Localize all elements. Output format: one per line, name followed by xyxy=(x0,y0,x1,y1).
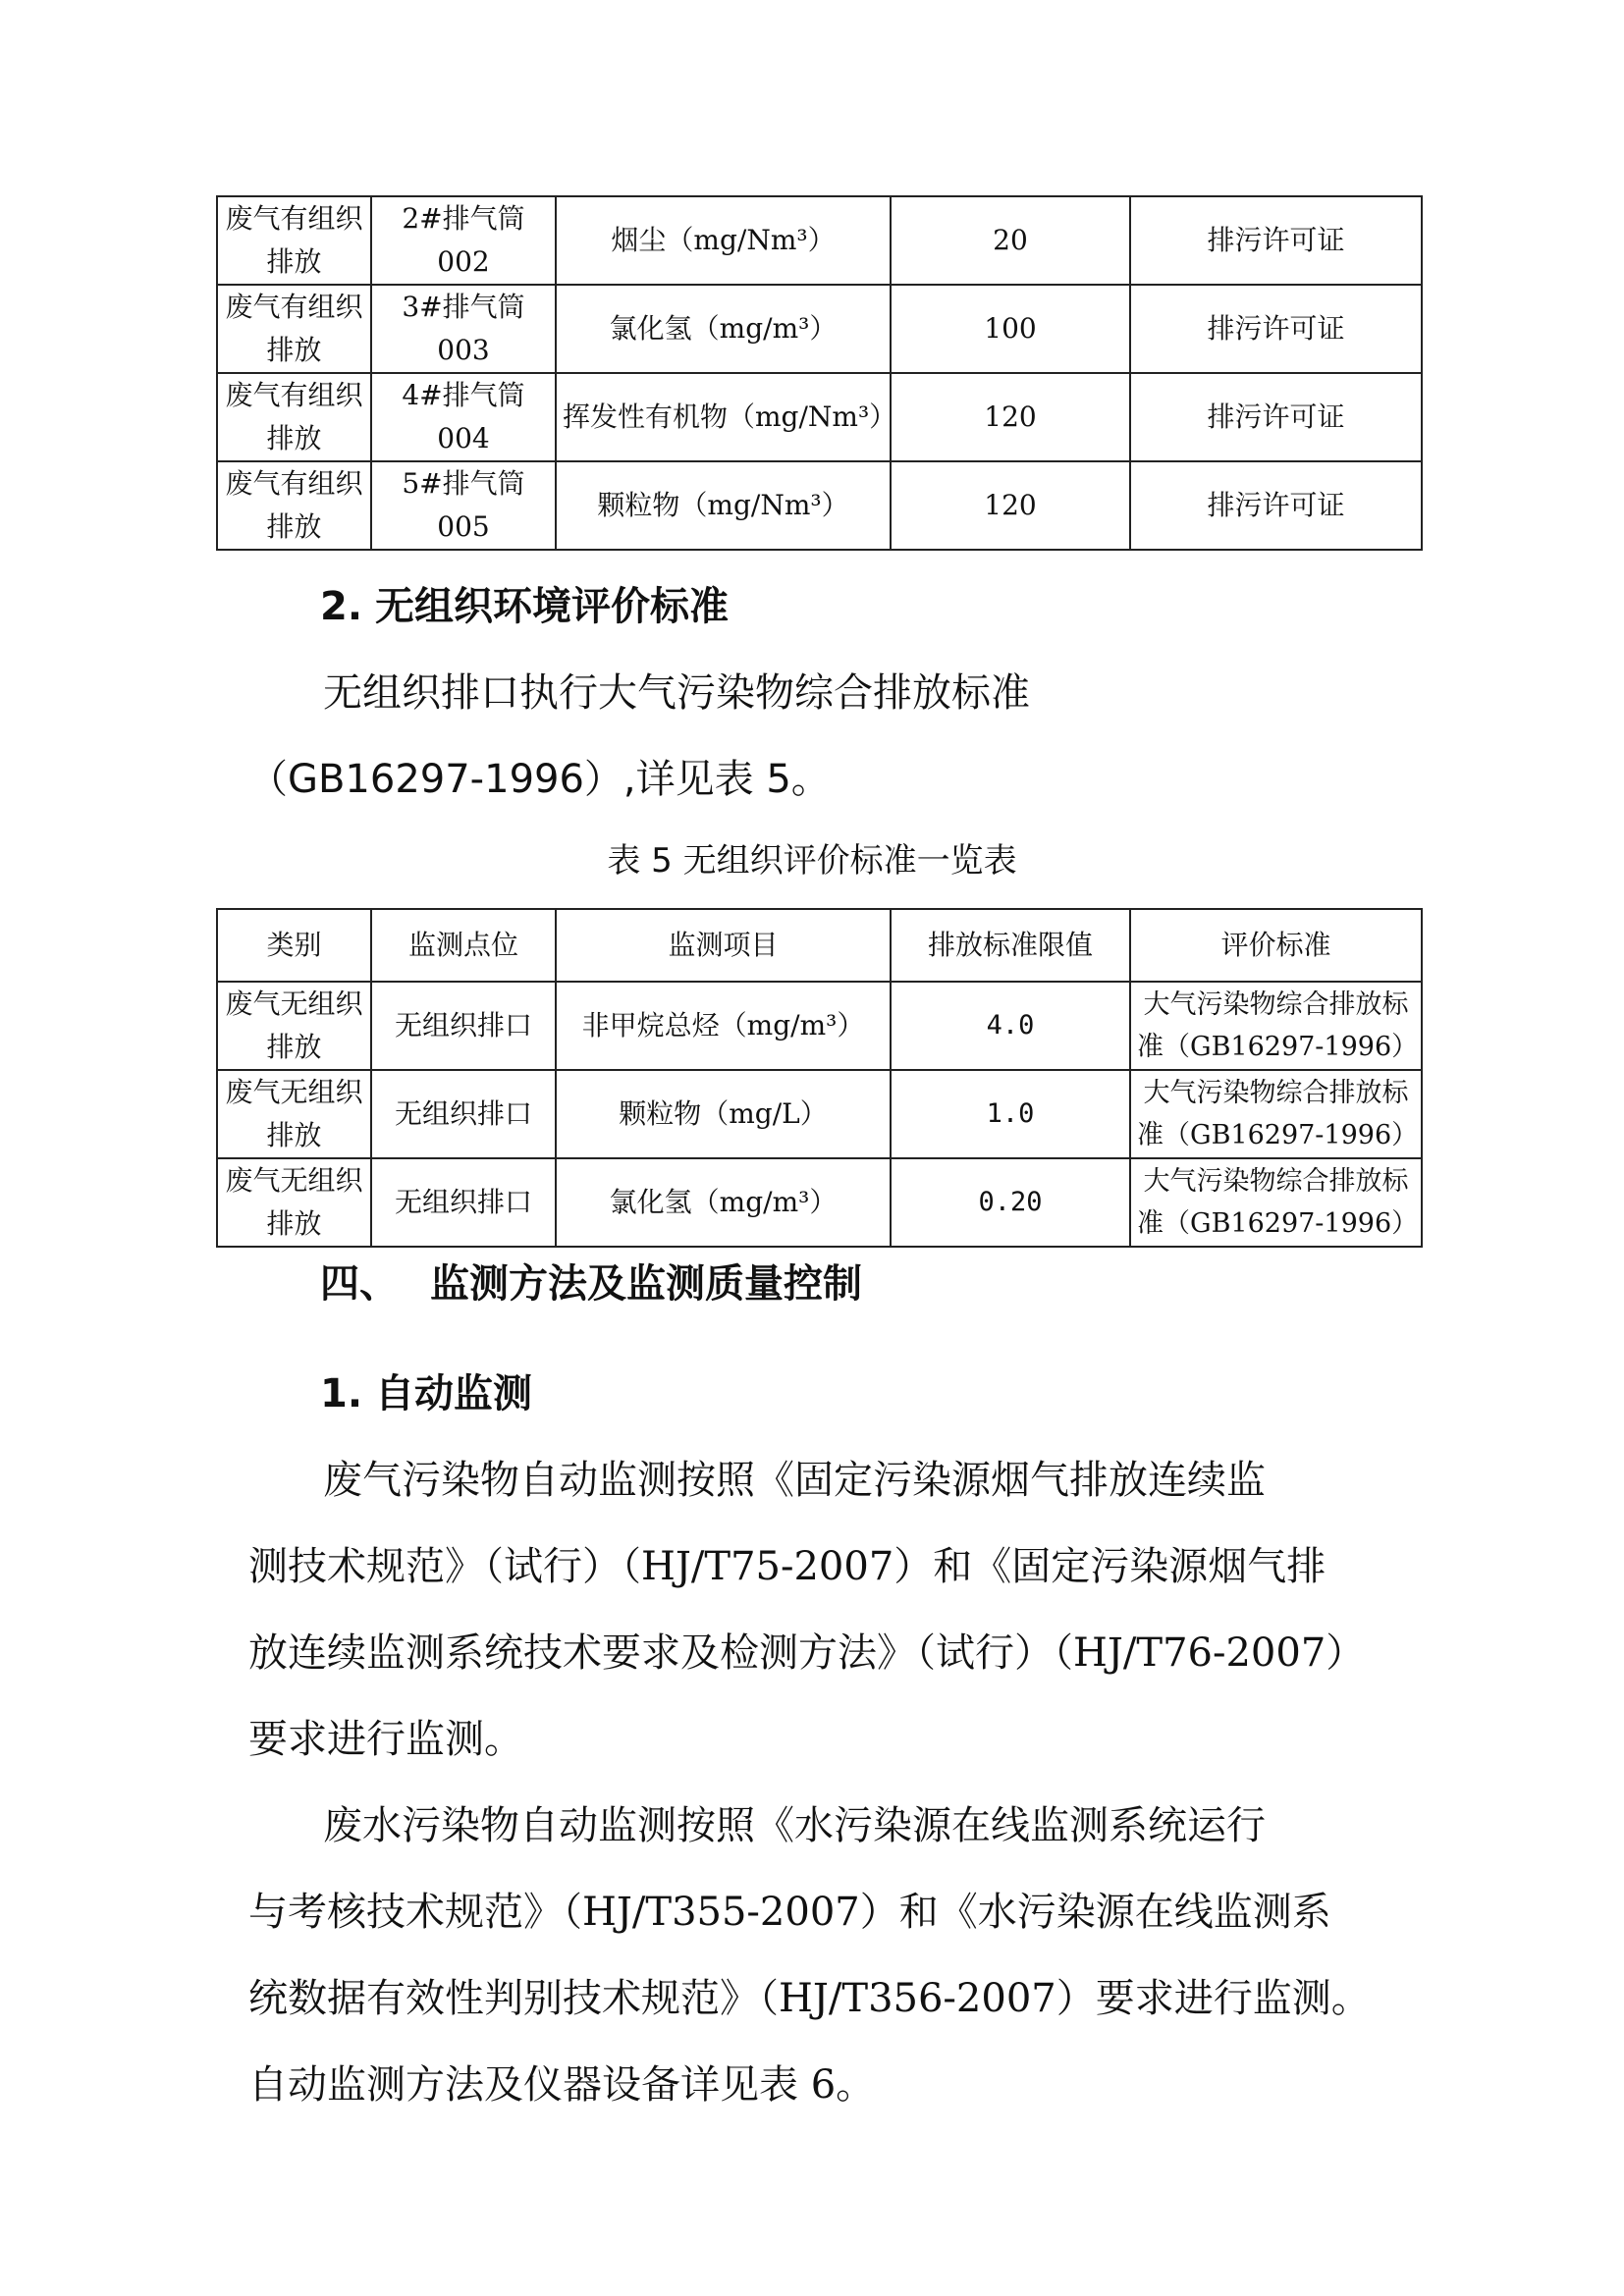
paragraph-line: 测技术规范》（试行）（HJ/T75-2007）和《固定污染源烟气排 xyxy=(248,1544,1326,1589)
cell-standard: 排污许可证 xyxy=(1130,373,1422,461)
section-number: 四、 xyxy=(320,1261,399,1307)
cell-point: 5#排气筒005 xyxy=(371,461,556,550)
paragraph-line: 与考核技术规范》（HJ/T355-2007）和《水污染源在线监测系 xyxy=(248,1890,1331,1935)
table-organized-emission xyxy=(216,195,1423,551)
section-title: 自动监测 xyxy=(375,1371,532,1416)
column-header: 排放标准限值 xyxy=(891,909,1130,982)
paragraph-line: 废水污染物自动监测按照《水污染源在线监测系统运行 xyxy=(323,1803,1266,1848)
cell-item: 非甲烷总烃（mg/m³） xyxy=(556,982,891,1070)
section-heading-4 xyxy=(320,1256,862,1311)
column-header: 监测项目 xyxy=(556,909,891,982)
cell-standard: 大气污染物综合排放标准（GB16297-1996） xyxy=(1130,982,1422,1070)
table-row xyxy=(217,196,1422,285)
paragraph-line: 统数据有效性判别技术规范》（HJ/T356-2007）要求进行监测。 xyxy=(248,1976,1371,2021)
cell-category: 废气有组织排放 xyxy=(217,373,371,461)
table-row xyxy=(217,1158,1422,1247)
section-heading-2 xyxy=(320,579,729,634)
paragraph-line: 放连续监测系统技术要求及检测方法》（试行）（HJ/T76-2007） xyxy=(248,1630,1366,1676)
paragraph-line: 废气污染物自动监测按照《固定污染源烟气排放连续监 xyxy=(323,1458,1266,1503)
table-row xyxy=(217,373,1422,461)
cell-category: 废气有组织排放 xyxy=(217,196,371,285)
section-number: 1. xyxy=(320,1371,363,1416)
paragraph-line: （GB16297-1996）,详见表 5。 xyxy=(248,757,831,802)
cell-point: 无组织排口 xyxy=(371,1158,556,1247)
column-header: 评价标准 xyxy=(1130,909,1422,982)
cell-point: 3#排气筒003 xyxy=(371,285,556,373)
table-header-row xyxy=(217,909,1422,982)
paragraph-exhaust-monitoring xyxy=(248,1437,1397,1783)
cell-point: 无组织排口 xyxy=(371,982,556,1070)
cell-standard: 大气污染物综合排放标准（GB16297-1996） xyxy=(1130,1158,1422,1247)
table-row xyxy=(217,982,1422,1070)
table-row xyxy=(217,1070,1422,1158)
cell-point: 2#排气筒002 xyxy=(371,196,556,285)
cell-item: 氯化氢（mg/m³） xyxy=(556,1158,891,1247)
cell-item: 挥发性有机物（mg/Nm³） xyxy=(556,373,891,461)
cell-point: 无组织排口 xyxy=(371,1070,556,1158)
cell-limit: 120 xyxy=(891,461,1130,550)
section-number: 2. xyxy=(320,584,363,629)
cell-category: 废气有组织排放 xyxy=(217,461,371,550)
column-header: 类别 xyxy=(217,909,371,982)
cell-standard: 大气污染物综合排放标准（GB16297-1996） xyxy=(1130,1070,1422,1158)
paragraph-wastewater-monitoring xyxy=(248,1783,1397,2128)
table-row xyxy=(217,461,1422,550)
cell-item: 颗粒物（mg/L） xyxy=(556,1070,891,1158)
table-unorganized-standard xyxy=(216,908,1423,1248)
cell-standard: 排污许可证 xyxy=(1130,196,1422,285)
cell-category: 废气无组织排放 xyxy=(217,1158,371,1247)
paragraph-line: 无组织排口执行大气污染物综合排放标准 xyxy=(323,670,1030,716)
cell-limit: 1.0 xyxy=(891,1070,1130,1158)
paragraph-line: 自动监测方法及仪器设备详见表 6。 xyxy=(248,2062,876,2108)
cell-limit: 20 xyxy=(891,196,1130,285)
column-header: 监测点位 xyxy=(371,909,556,982)
section-title: 监测方法及监测质量控制 xyxy=(430,1261,862,1307)
cell-category: 废气有组织排放 xyxy=(217,285,371,373)
cell-category: 废气无组织排放 xyxy=(217,1070,371,1158)
cell-limit: 4.0 xyxy=(891,982,1130,1070)
cell-limit: 100 xyxy=(891,285,1130,373)
section-title: 无组织环境评价标准 xyxy=(375,584,729,629)
table-caption: 表 5 无组织评价标准一览表 xyxy=(607,841,1017,881)
paragraph-line: 要求进行监测。 xyxy=(248,1717,523,1762)
cell-limit: 0.20 xyxy=(891,1158,1130,1247)
cell-item: 烟尘（mg/Nm³） xyxy=(556,196,891,285)
cell-point: 4#排气筒004 xyxy=(371,373,556,461)
cell-item: 氯化氢（mg/m³） xyxy=(556,285,891,373)
cell-category: 废气无组织排放 xyxy=(217,982,371,1070)
cell-standard: 排污许可证 xyxy=(1130,285,1422,373)
table-row xyxy=(217,285,1422,373)
section-heading-4-1 xyxy=(320,1366,532,1421)
section2-paragraph xyxy=(248,650,1397,823)
cell-item: 颗粒物（mg/Nm³） xyxy=(556,461,891,550)
cell-standard: 排污许可证 xyxy=(1130,461,1422,550)
cell-limit: 120 xyxy=(891,373,1130,461)
